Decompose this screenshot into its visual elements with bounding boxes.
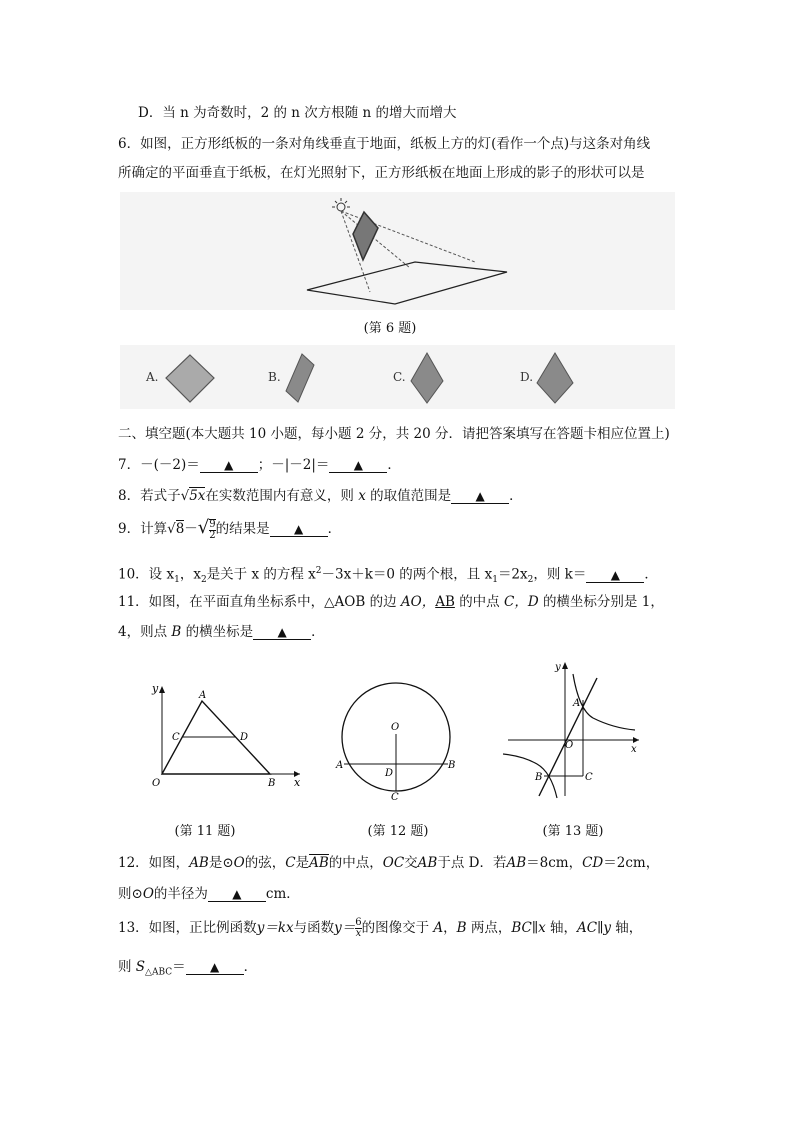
q6-line1: 6．如图，正方形纸板的一条对角线垂直于地面，纸板上方的灯(看作一个点)与这条对角线 [118, 136, 651, 152]
figure-12-caption: (第 12 题) [367, 824, 429, 839]
label-a: A [573, 698, 581, 709]
label-y: y [152, 682, 159, 695]
q13-sub: △ABC [145, 967, 173, 978]
q9-den: 2 [209, 529, 216, 541]
label-o: O [391, 722, 400, 733]
q13-aa: A [433, 920, 444, 936]
choice-d-kite [537, 353, 573, 403]
label-b: B [268, 778, 276, 789]
q13-l2a: 则 [118, 959, 132, 975]
label-a: A [336, 760, 344, 771]
x-axis-arrow [633, 737, 639, 743]
q10-t6: ，则 k＝ [533, 566, 587, 583]
q8-end: ． [509, 488, 523, 504]
sqrt-sign: √ [180, 488, 190, 504]
q7 [118, 455, 401, 475]
q12-d: 是 [295, 855, 310, 871]
answer-blank: ▲ [253, 625, 311, 640]
choice-b-label: B. [268, 370, 281, 384]
q7-end: ． [387, 457, 401, 473]
figure-13-caption: (第 13 题) [542, 824, 604, 839]
q12-b: 是⊙ [208, 855, 234, 871]
q9-post: 的结果是 [215, 521, 270, 537]
label-c: C [585, 772, 593, 783]
q11-b: AO， [400, 594, 436, 610]
q11-e: 的横坐标分别是 1， [542, 594, 664, 610]
q10-t4: －3x＋k＝0 的两个根，且 x [321, 566, 493, 583]
figure-6-choices [120, 345, 675, 409]
q13-line1 [118, 918, 642, 939]
q12-l2a: 则⊙ [118, 886, 143, 902]
sqrt-sign: √ [197, 517, 210, 538]
answer-blank: ▲ [586, 568, 644, 583]
q11-a: 11．如图，在平面直角坐标系中，△AOB 的边 [118, 594, 397, 610]
q12-o: O [233, 855, 245, 871]
q8-post: 的取值范围是 [370, 488, 452, 504]
q11-line1 [118, 592, 664, 612]
q12-oc: OC [382, 855, 405, 871]
q9-rad1: 8 [175, 521, 185, 537]
q8-pre: 8．若式子 [118, 488, 181, 504]
q10-t5: ＝2x [497, 566, 528, 583]
q8-var: x [358, 488, 366, 504]
q12-g: 于点 D．若 [437, 855, 507, 871]
label-b: B [535, 772, 543, 783]
q5-option-d: D．当 n 为奇数时，2 的 n 次方根随 n 的增大而增大 [138, 105, 457, 121]
q10-end: ． [644, 566, 658, 583]
q10-t3: 是关于 x 的方程 x [206, 566, 316, 583]
q13-s: S [135, 959, 146, 975]
choice-a-square [166, 355, 214, 402]
label-a: A [199, 690, 207, 701]
choice-d-label: D. [520, 370, 534, 384]
square-board [353, 212, 378, 260]
q8-radicand: 5x [189, 488, 206, 504]
q12-h: ＝8cm， [526, 855, 583, 871]
q13-bb: B [456, 920, 467, 936]
label-x: x [631, 744, 637, 755]
q8-mid: 在实数范围内有意义，则 [205, 488, 354, 504]
figure-6-lamp-shadow [120, 192, 675, 310]
q13-line2 [118, 957, 257, 983]
q12-e: 的中点， [328, 855, 383, 871]
q13-d: ， [443, 920, 457, 936]
answer-blank: ▲ [208, 887, 266, 902]
q13-f: 轴， [550, 920, 578, 936]
q13-ykx: y＝kx [256, 920, 294, 936]
figure-13 [503, 660, 643, 802]
figure-6-caption: (第 6 题) [363, 321, 417, 336]
q12-ab: AB [189, 855, 209, 871]
answer-blank: ▲ [270, 522, 328, 537]
q11-l2c: 的横坐标是 [185, 624, 254, 640]
q6-line2: 所确定的平面垂直于纸板，在灯光照射下，正方形纸板在地面上形成的影子的形状可以是 [118, 165, 645, 181]
answer-blank: ▲ [451, 489, 509, 504]
q13-y: y＝ [334, 920, 356, 936]
hyperbola-branch-1 [573, 674, 635, 730]
q12-i: ＝2cm， [603, 855, 660, 871]
q12-line1 [118, 853, 659, 873]
q12-l2c: cm． [265, 886, 300, 902]
q10-t1: 10．设 x [118, 566, 175, 583]
q13-b: 与函数 [293, 920, 335, 936]
figure-6-panel [120, 192, 675, 310]
q9 [118, 518, 341, 541]
q11-c: 的中点 [459, 594, 500, 610]
q13-num: 6 [355, 917, 362, 928]
q12-f: 交 [404, 855, 418, 871]
q11-ab: AB [435, 594, 455, 610]
q10-t2: ，x [179, 566, 201, 583]
lamp-icon [332, 198, 350, 211]
choice-a-label: A. [146, 370, 159, 384]
q13-end: ． [243, 959, 258, 975]
choice-c-label: C. [393, 370, 406, 384]
q9-num: 9 [209, 518, 216, 530]
label-b: B [448, 760, 456, 771]
q13-a: 13．如图，正比例函数 [118, 920, 257, 936]
section-2-heading: 二、填空题(本大题共 10 小题，每小题 2 分，共 20 分．请把答案填写在答题卡相应位置上) [118, 426, 670, 442]
label-d: D [385, 768, 394, 779]
sqrt-sign: √ [167, 521, 176, 537]
answer-blank: ▲ [329, 458, 387, 473]
choice-c-rhombus [411, 353, 443, 403]
q12-o2: O [142, 886, 154, 902]
q13-c: 的图像交于 [361, 920, 430, 936]
label-x: x [294, 776, 301, 789]
q12-line2 [118, 884, 300, 904]
label-c: C [391, 792, 399, 800]
q10: 10．设 $x_1$，$x_2$是关于 x 的方程 $x^2-3x+k=0$ 的两个根，且 $x_1=2x_2$，则 k＝ ▲ ． [118, 566, 658, 586]
label-o: O [152, 778, 161, 789]
q13-e: 两点， [470, 920, 512, 936]
q13-bc: BC∥x [511, 920, 546, 936]
q12-ab3: AB [506, 855, 527, 871]
q12-cd: CD [582, 855, 604, 871]
q12-cc: C [285, 855, 296, 871]
answer-blank: ▲ [200, 458, 258, 473]
figure-11 [140, 676, 310, 792]
q13-den: x [355, 928, 362, 939]
label-d: D [240, 732, 249, 743]
choice-b-parallelogram [286, 354, 314, 402]
label-o: O [565, 740, 574, 751]
q13-l2b: ＝ [172, 959, 186, 975]
q11-l2b: B [171, 624, 182, 640]
q12-a: 12．如图， [118, 855, 190, 871]
q9-end: ． [327, 521, 342, 537]
q13-ac: AC∥y [577, 920, 611, 936]
q7-sep: ；－|－2|＝ [257, 457, 330, 473]
q11-end: ． [311, 624, 325, 640]
figure-12 [334, 676, 458, 800]
q12-ab2: AB [417, 855, 438, 871]
q11-line2 [118, 622, 325, 642]
y-axis-arrow [562, 662, 568, 669]
label-y: y [555, 662, 561, 673]
shadow-quad [307, 262, 507, 304]
figure-11-caption: (第 11 题) [174, 824, 236, 839]
q11-l2a: 4，则点 [118, 624, 168, 640]
q11-d: C，D [503, 594, 539, 610]
q7-part1: 7．－(－2)＝ [118, 457, 200, 473]
y-axis-arrow [159, 686, 165, 693]
answer-blank: ▲ [186, 960, 244, 975]
q12-arc: AB [309, 855, 329, 871]
q9-pre: 9．计算 [118, 521, 168, 537]
q12-c: 的弦， [244, 855, 286, 871]
q12-l2b: 的半径为 [153, 886, 208, 902]
q13-g: 轴， [615, 920, 643, 936]
q8 [118, 486, 523, 506]
label-c: C [172, 732, 180, 743]
q9-minus: － [184, 521, 198, 537]
